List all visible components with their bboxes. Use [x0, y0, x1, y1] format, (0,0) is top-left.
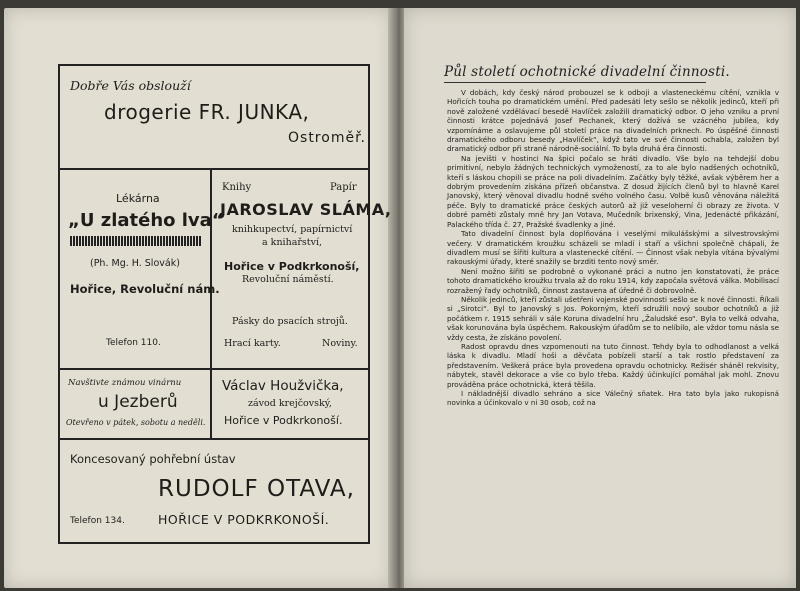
article-paragraph: I nákladnější divadlo sehráno a sice Válečný sňatek. Hra tato byla jako rukopisná novinka a účinkovalo v ni 30 osob, což na: [447, 389, 779, 408]
ad-houzvicka-address: Hořice v Podkrkonoší.: [224, 414, 343, 427]
ad-slama-kind-left: Knihy: [222, 182, 252, 193]
ad-jezberu-line1: Navštivte známou vinárnu: [68, 378, 182, 388]
ad-jezberu-hours: Otevřeno v pátek, sobotu a neděli.: [66, 418, 206, 427]
heading-underline: [444, 82, 706, 83]
ad-junka-town: Ostroměř.: [288, 130, 366, 146]
advertisement-frame: [58, 64, 392, 544]
ad-otava-name: RUDOLF OTAVA,: [158, 476, 355, 502]
ad-slama-address2: Revoluční náměstí.: [242, 274, 334, 285]
ad-junka-name: drogerie FR. JUNKA,: [104, 100, 310, 124]
ad-slama-items2a: Hrací karty.: [224, 338, 281, 349]
article-paragraph: Na jevišti v hostinci Na špici počalo se hráti divadlo. Vše bylo na tehdejší dobu primitivní, nebylo žádných technických vymožeností, za to ale bylo nadšených ochotníků, kteří s láskou chopili se práce na poli divadelním. Začátky byly těžké, avšak výběrem her a dobrým provedením získána přízeň občanstva. Z dosud žijících členů byl to hlavně Karel Janovský, který věnoval divadlu hodně svého volného času. Volbě kusů věnována náležitá péče. Byly to dramatické práce českých autorů až již veseloherní či obrazy ze života. V dobré paměti zůstaly mně hry Jan Votava, Mučedník brixenský, Vina, Jedenácté přikázání, Palackého třída č. 27, Pražské švadlenky a jiné.: [447, 153, 779, 229]
column-divider: [210, 370, 212, 438]
article-paragraph: V dobách, kdy český národ probouzel se k odboji a vlasteneckému cítění, vznikla v Hořicích touha po dramatickém umění. Před padesáti lety sešlo se několik jedinců, kteří při nově založené vzdělávací besedě Havlíček založili dramatický odbor. O jeho vzniku a první činnosti krátce pojednává Josef Pechanek, který dožívá se vzácného jubilea, kdy vzpomínáme a oslavujeme půl století práce na divadelních prknech. Po úspěšné činnosti dramatického odboru besedy „Havlíček“, když tato ve své činnosti ochabla, založen byl dramatický odbor při straně národně-sociální. To byla druhá éra činnosti.: [447, 88, 779, 154]
ad-houzvicka-name: Václav Houžvička,: [222, 378, 344, 394]
ad-slama-desc1: knihkupectví, papírnictví: [232, 224, 353, 235]
ad-slama-address: Hořice v Podkrkonoší,: [224, 260, 360, 273]
ad-lekarna-owner: (Ph. Mg. H. Slovák): [90, 258, 180, 269]
ad-lekarna-address: Hořice, Revoluční nám.: [70, 282, 220, 296]
ad-slama-items1: Pásky do psacích strojů.: [232, 316, 348, 327]
ad-lekarna-name: „U zlatého lva“: [68, 210, 224, 231]
ad-slama-items2b: Noviny.: [322, 338, 358, 349]
ad-slama-name: JAROSLAV SLÁMA,: [220, 200, 392, 219]
ad-row-lekarna-slama: [60, 170, 392, 370]
ad-row-jezberu-houzvicka: [60, 370, 368, 440]
ad-slama-kind-right: Papír: [330, 182, 357, 193]
ad-lekarna-kind: Lékárna: [116, 192, 160, 205]
article-paragraph: Není možno šířiti se podrobně o vykonané práci a nutno jen konstatovati, že práce tohoto dramatického kroužku trvala až do roku 1914, kdy započala světová válka. Mobilisací rozražený řady ochotníků, činnost zastavena ať úředně či dobrovolně.: [447, 266, 779, 295]
ad-drogerie-junka: [60, 66, 368, 170]
article-heading: Půl století ochotnické divadelní činnosti.: [444, 64, 730, 80]
ad-pohrebni-ustav-otava: [60, 440, 368, 542]
decorative-striped-bar: [70, 236, 202, 246]
article-body: [447, 88, 779, 408]
column-divider: [210, 170, 212, 368]
ad-otava-line1: Koncesovaný pohřební ústav: [70, 452, 236, 466]
article-paragraph: Tato divadelní činnost byla doplňována i veselými mikulášskými a silvestrovskými večery. V dramatickém kroužku scházeli se mladí i staří a všichni společně chápali, že divadlem musí se šířiti kultura a vlastenecké cítění. — Činnost však nebyla vítána bývalými rakouskými úřady, které snažily se brzditi tento nový směr.: [447, 229, 779, 267]
article-paragraph: Několik jedinců, kteří zůstali ušetřeni vojenské povinnosti sešlo se k nové činnosti. Říkali si „Sirotci“. Byl to Janovský s Jos. Pokorným, kteří sdružili nový soubor ochotníků a již počátkem r. 1915 sehráli v sále Koruna divadelní hru „Žaludské eso“. Byla to velká odvaha, však korunována byla úspěchem. Rakouským úřadům se to nelíbilo, ale vždor tomu násla se vždy cesta, že získáno povolení.: [447, 294, 779, 342]
ad-lekarna-phone: Telefon 110.: [106, 338, 161, 348]
ad-otava-address: HOŘICE V PODKRKONOŠÍ.: [158, 512, 330, 527]
ad-junka-line1: Dobře Vás obslouží: [70, 78, 191, 93]
article-paragraph: Radost opravdu dnes vzpomenouti na tuto činnost. Tehdy byla to odhodlanost a velká láska k divadlu. Mladí hoši a děvčata pobízeli starší a tak rostlo představení za představením. Veškerá práce byla provedena opravdu ochotnicky. Režisér sháněl rekvisity, nábytek, stavěl dekorace a vše co bylo třeba. Každý účinkující pomáhal jak mohl. Znovu prováděna práce ochotnická, která těšila.: [447, 341, 779, 389]
ad-houzvicka-desc: závod krejčovský,: [248, 398, 332, 409]
ad-jezberu-name: u Jezberů: [98, 392, 178, 412]
ad-slama-desc2: a knihařství,: [262, 237, 323, 248]
ad-otava-phone: Telefon 134.: [70, 516, 125, 526]
